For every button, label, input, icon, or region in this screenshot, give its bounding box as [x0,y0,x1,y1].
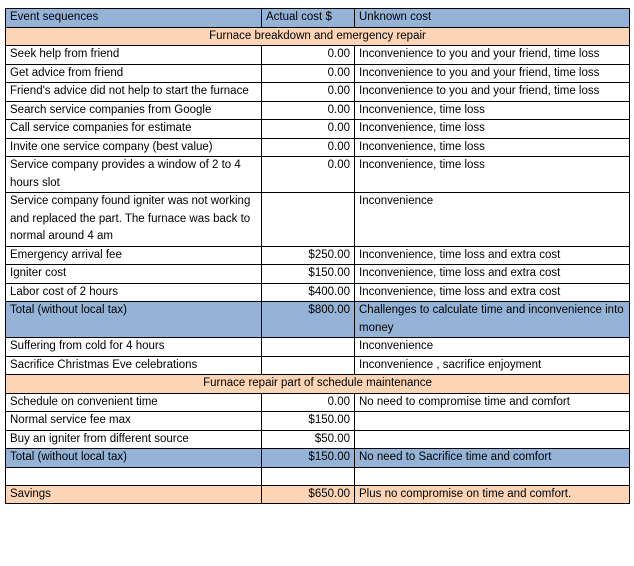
event-cell: Service company provides a window of 2 to 4 hours slot [6,157,262,193]
unknown-cost-cell: Inconvenience, time loss [355,157,630,193]
table-row [6,64,630,83]
event-cell: Invite one service company (best value) [6,138,262,157]
event-cell: Sacrifice Christmas Eve celebrations [6,356,262,375]
empty-cell [6,467,262,485]
total-row-maintenance [6,449,630,468]
header-actual-cost: Actual cost $ [262,9,355,28]
event-cell: Buy an igniter from different source [6,430,262,449]
event-cell: Service company found igniter was not working and replaced the part. The furnace was back to normal around 4 am [6,193,262,247]
cost-cell: $150.00 [262,449,355,468]
cost-cell: $800.00 [262,302,355,338]
cost-cell: $150.00 [262,265,355,284]
spacer-row [6,467,630,485]
table-row [6,412,630,431]
unknown-cost-cell: Inconvenience, time loss and extra cost [355,283,630,302]
unknown-cost-cell: Inconvenience, time loss [355,101,630,120]
event-cell: Suffering from cold for 4 hours [6,338,262,357]
unknown-cost-cell: Inconvenience [355,193,630,247]
event-cell: Friend's advice did not help to start the furnace [6,83,262,102]
section-title-emergency: Furnace breakdown and emergency repair [6,27,630,46]
cost-cell: $150.00 [262,412,355,431]
table-row [6,46,630,65]
empty-cell [355,467,630,485]
table-row [6,430,630,449]
table-row [6,101,630,120]
cost-cell: 0.00 [262,393,355,412]
header-unknown-cost: Unknown cost [355,9,630,28]
event-cell: Total (without local tax) [6,449,262,468]
table-row [6,393,630,412]
cost-cell: 0.00 [262,120,355,139]
cost-cell: 0.00 [262,157,355,193]
unknown-cost-cell: Inconvenience to you and your friend, time loss [355,64,630,83]
table-row [6,120,630,139]
table-row [6,193,630,247]
table-row [6,83,630,102]
cost-cell: 0.00 [262,46,355,65]
header-event-sequences: Event sequences [6,9,262,28]
cost-cell: $650.00 [262,485,355,504]
savings-row [6,485,630,504]
cost-cell [262,338,355,357]
cost-cell [262,356,355,375]
unknown-cost-cell: Inconvenience [355,338,630,357]
table-row [6,356,630,375]
empty-cell [262,467,355,485]
event-cell: Seek help from friend [6,46,262,65]
unknown-cost-cell [355,412,630,431]
unknown-cost-cell: Challenges to calculate time and inconvenience into money [355,302,630,338]
event-cell: Normal service fee max [6,412,262,431]
event-cell: Savings [6,485,262,504]
unknown-cost-cell: Inconvenience, time loss [355,120,630,139]
table-row [6,265,630,284]
section-row-maintenance [6,375,630,394]
cost-cell [262,193,355,247]
unknown-cost-cell: No need to Sacrifice time and comfort [355,449,630,468]
cost-cell: 0.00 [262,83,355,102]
event-cell: Get advice from friend [6,64,262,83]
event-cell: Igniter cost [6,265,262,284]
cost-cell: $400.00 [262,283,355,302]
cost-cell: 0.00 [262,138,355,157]
unknown-cost-cell [355,430,630,449]
cost-comparison-table [5,8,630,504]
total-row-emergency [6,302,630,338]
unknown-cost-cell: Inconvenience, time loss and extra cost [355,265,630,284]
table-row [6,138,630,157]
event-cell: Emergency arrival fee [6,246,262,265]
event-cell: Schedule on convenient time [6,393,262,412]
unknown-cost-cell: Inconvenience, time loss [355,138,630,157]
table-row [6,246,630,265]
section-row-emergency [6,27,630,46]
unknown-cost-cell: Inconvenience to you and your friend, time loss [355,83,630,102]
event-cell: Search service companies from Google [6,101,262,120]
unknown-cost-cell: Plus no compromise on time and comfort. [355,485,630,504]
unknown-cost-cell: No need to compromise time and comfort [355,393,630,412]
section-title: Furnace repair part of schedule maintenance [6,375,630,394]
event-cell: Labor cost of 2 hours [6,283,262,302]
cost-cell: $50.00 [262,430,355,449]
table-row [6,338,630,357]
cost-cell: 0.00 [262,64,355,83]
cost-cell: $250.00 [262,246,355,265]
unknown-cost-cell: Inconvenience to you and your friend, time loss [355,46,630,65]
event-cell: Total (without local tax) [6,302,262,338]
cost-cell: 0.00 [262,101,355,120]
table-row [6,157,630,193]
table-row [6,283,630,302]
unknown-cost-cell: Inconvenience, time loss and extra cost [355,246,630,265]
unknown-cost-cell: Inconvenience , sacrifice enjoyment [355,356,630,375]
event-cell: Call service companies for estimate [6,120,262,139]
header-row [6,9,630,28]
